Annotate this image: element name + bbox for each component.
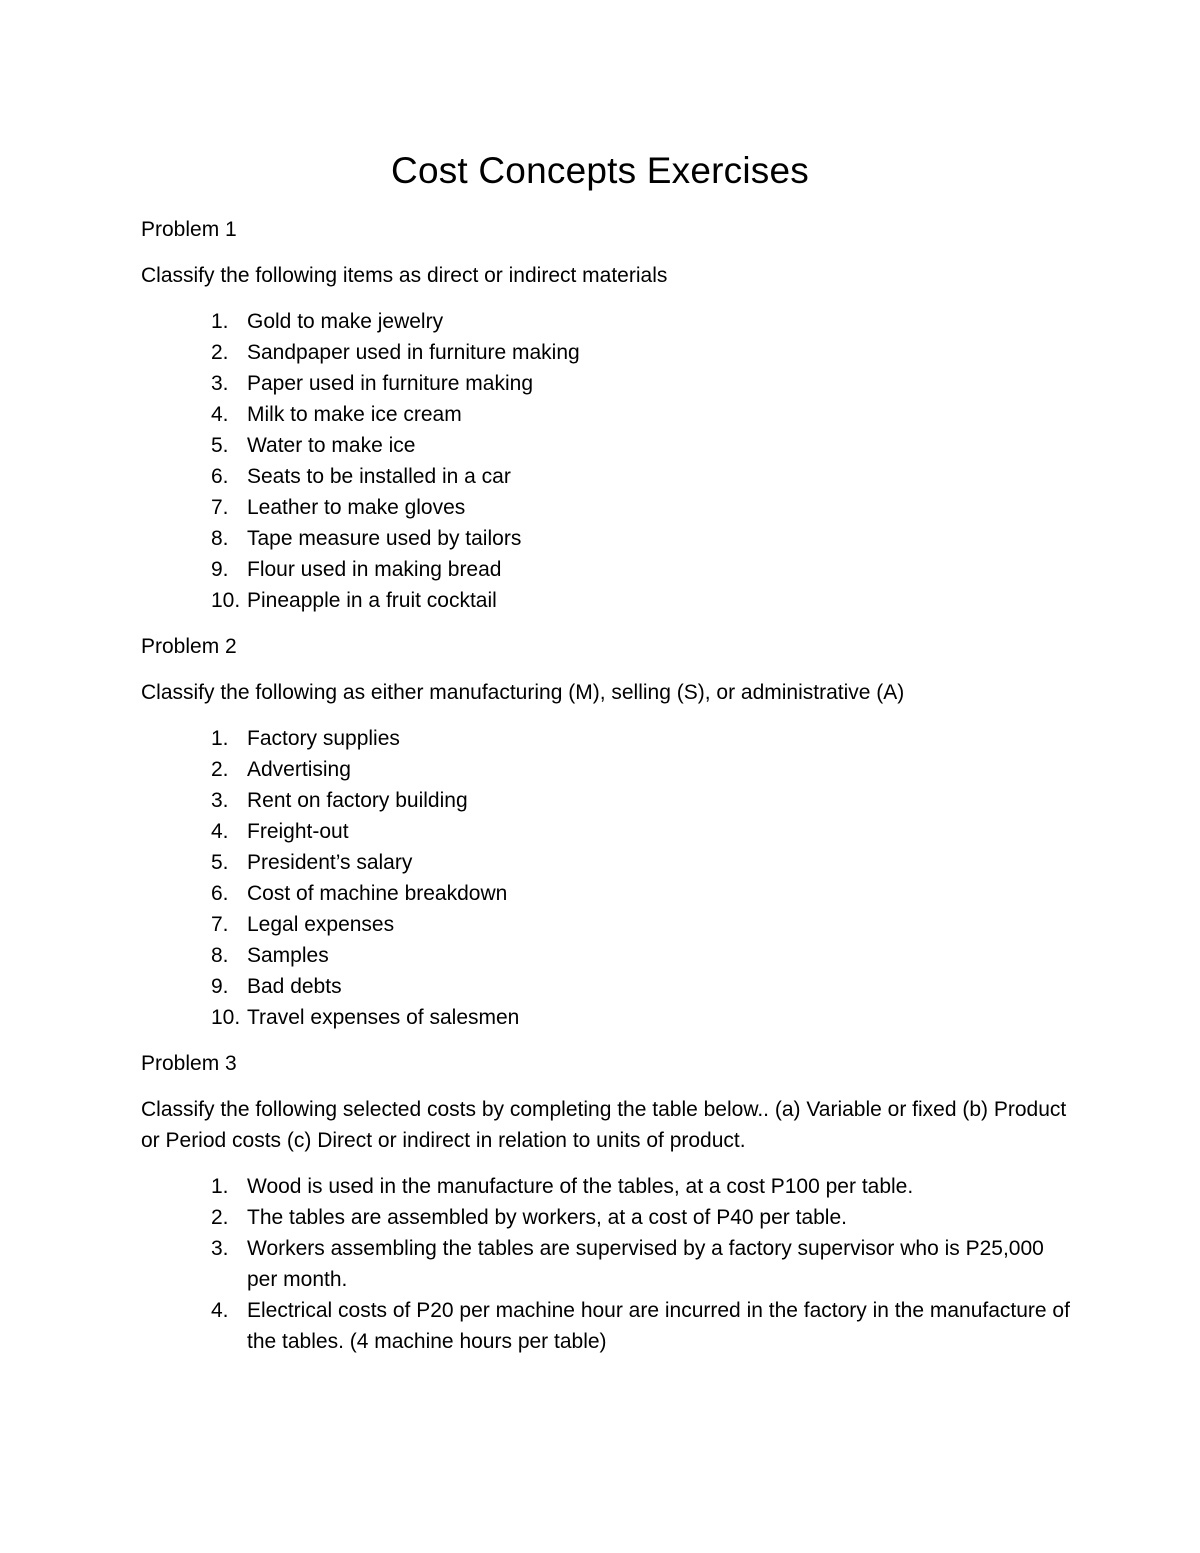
list-item — [141, 1171, 1071, 1202]
list-item-text: Flour used in making bread — [247, 558, 502, 581]
list-item-text: Seats to be installed in a car — [247, 465, 511, 488]
list-item-text: Pineapple in a fruit cocktail — [247, 589, 497, 612]
list-item-text: President’s salary — [247, 851, 413, 874]
list-item — [141, 723, 1071, 754]
list-item-number: 1. — [211, 310, 229, 333]
list-item-number: 7. — [211, 913, 229, 936]
list-item — [141, 306, 1071, 337]
problem-1-section — [141, 214, 1071, 616]
list-item — [141, 368, 1071, 399]
problem-2-heading: Problem 2 — [141, 635, 237, 658]
list-item-number: 3. — [211, 789, 229, 812]
list-item — [141, 399, 1071, 430]
list-item — [141, 554, 1071, 585]
list-item-text: Milk to make ice cream — [247, 403, 462, 426]
list-item — [141, 785, 1071, 816]
list-item-number: 5. — [211, 434, 229, 457]
list-item-number: 4. — [211, 1299, 229, 1322]
list-item-number: 5. — [211, 851, 229, 874]
list-item-text: Factory supplies — [247, 727, 400, 750]
list-item-text: Electrical costs of P20 per machine hour are incurred in the factory in the manufacture of the tables. (4 machine hours per table) — [247, 1299, 1070, 1353]
list-item-text: Water to make ice — [247, 434, 416, 457]
problem-1-list — [141, 306, 1071, 616]
list-item — [141, 847, 1071, 878]
list-item-number: 2. — [211, 341, 229, 364]
list-item-text: Leather to make gloves — [247, 496, 466, 519]
list-item-text: Cost of machine breakdown — [247, 882, 508, 905]
list-item — [141, 909, 1071, 940]
list-item-text: Gold to make jewelry — [247, 310, 444, 333]
list-item-number: 1. — [211, 1175, 229, 1198]
list-item-text: Paper used in furniture making — [247, 372, 533, 395]
list-item-number: 4. — [211, 403, 229, 426]
problem-3-instruction: Classify the following selected costs by completing the table below.. (a) Variable or fixed (b) Product or Period costs (c) Direct or indirect in relation to units of product. — [141, 1098, 1067, 1152]
list-item-text: Bad debts — [247, 975, 342, 998]
list-item-number: 2. — [211, 1206, 229, 1229]
list-item — [141, 492, 1071, 523]
list-item — [141, 754, 1071, 785]
list-item-text: Tape measure used by tailors — [247, 527, 522, 550]
list-item-number: 1. — [211, 727, 229, 750]
problem-3-heading: Problem 3 — [141, 1052, 237, 1075]
problem-2-list — [141, 723, 1071, 1033]
list-item-number: 2. — [211, 758, 229, 781]
list-item — [141, 1233, 1071, 1295]
list-item — [141, 523, 1071, 554]
list-item-text: Advertising — [247, 758, 351, 781]
list-item-text: Rent on factory building — [247, 789, 468, 812]
document-title: Cost Concepts Exercises — [391, 150, 809, 191]
list-item — [141, 816, 1071, 847]
list-item-number: 3. — [211, 1237, 229, 1260]
list-item — [141, 1202, 1071, 1233]
list-item — [141, 461, 1071, 492]
list-item-text: Freight-out — [247, 820, 349, 843]
list-item-text: Travel expenses of salesmen — [247, 1006, 520, 1029]
list-item-number: 3. — [211, 372, 229, 395]
list-item — [141, 337, 1071, 368]
problem-3-section — [141, 1048, 1071, 1357]
list-item — [141, 585, 1071, 616]
list-item-number: 6. — [211, 882, 229, 905]
problem-1-instruction: Classify the following items as direct or indirect materials — [141, 264, 668, 287]
list-item-text: The tables are assembled by workers, at a cost of P40 per table. — [247, 1206, 847, 1229]
list-item — [141, 1295, 1071, 1357]
problem-3-list — [141, 1171, 1071, 1357]
list-item-text: Wood is used in the manufacture of the tables, at a cost P100 per table. — [247, 1175, 914, 1198]
list-item — [141, 940, 1071, 971]
list-item-number: 7. — [211, 496, 229, 519]
list-item-number: 4. — [211, 820, 229, 843]
list-item-text: Samples — [247, 944, 329, 967]
list-item-text: Legal expenses — [247, 913, 395, 936]
list-item-number: 8. — [211, 944, 229, 967]
list-item-number: 9. — [211, 558, 229, 581]
problem-1-heading: Problem 1 — [141, 218, 237, 241]
document-body — [141, 214, 1071, 1372]
problem-2-section — [141, 631, 1071, 1033]
problem-2-instruction: Classify the following as either manufacturing (M), selling (S), or administrative (A) — [141, 681, 905, 704]
list-item — [141, 971, 1071, 1002]
list-item — [141, 1002, 1071, 1033]
list-item-number: 10. — [211, 589, 241, 612]
list-item-number: 8. — [211, 527, 229, 550]
list-item-number: 6. — [211, 465, 229, 488]
list-item-number: 10. — [211, 1006, 241, 1029]
list-item-number: 9. — [211, 975, 229, 998]
list-item-text: Sandpaper used in furniture making — [247, 341, 580, 364]
list-item — [141, 430, 1071, 461]
list-item — [141, 878, 1071, 909]
list-item-text: Workers assembling the tables are supervised by a factory supervisor who is P25,000 per month. — [247, 1237, 1044, 1291]
